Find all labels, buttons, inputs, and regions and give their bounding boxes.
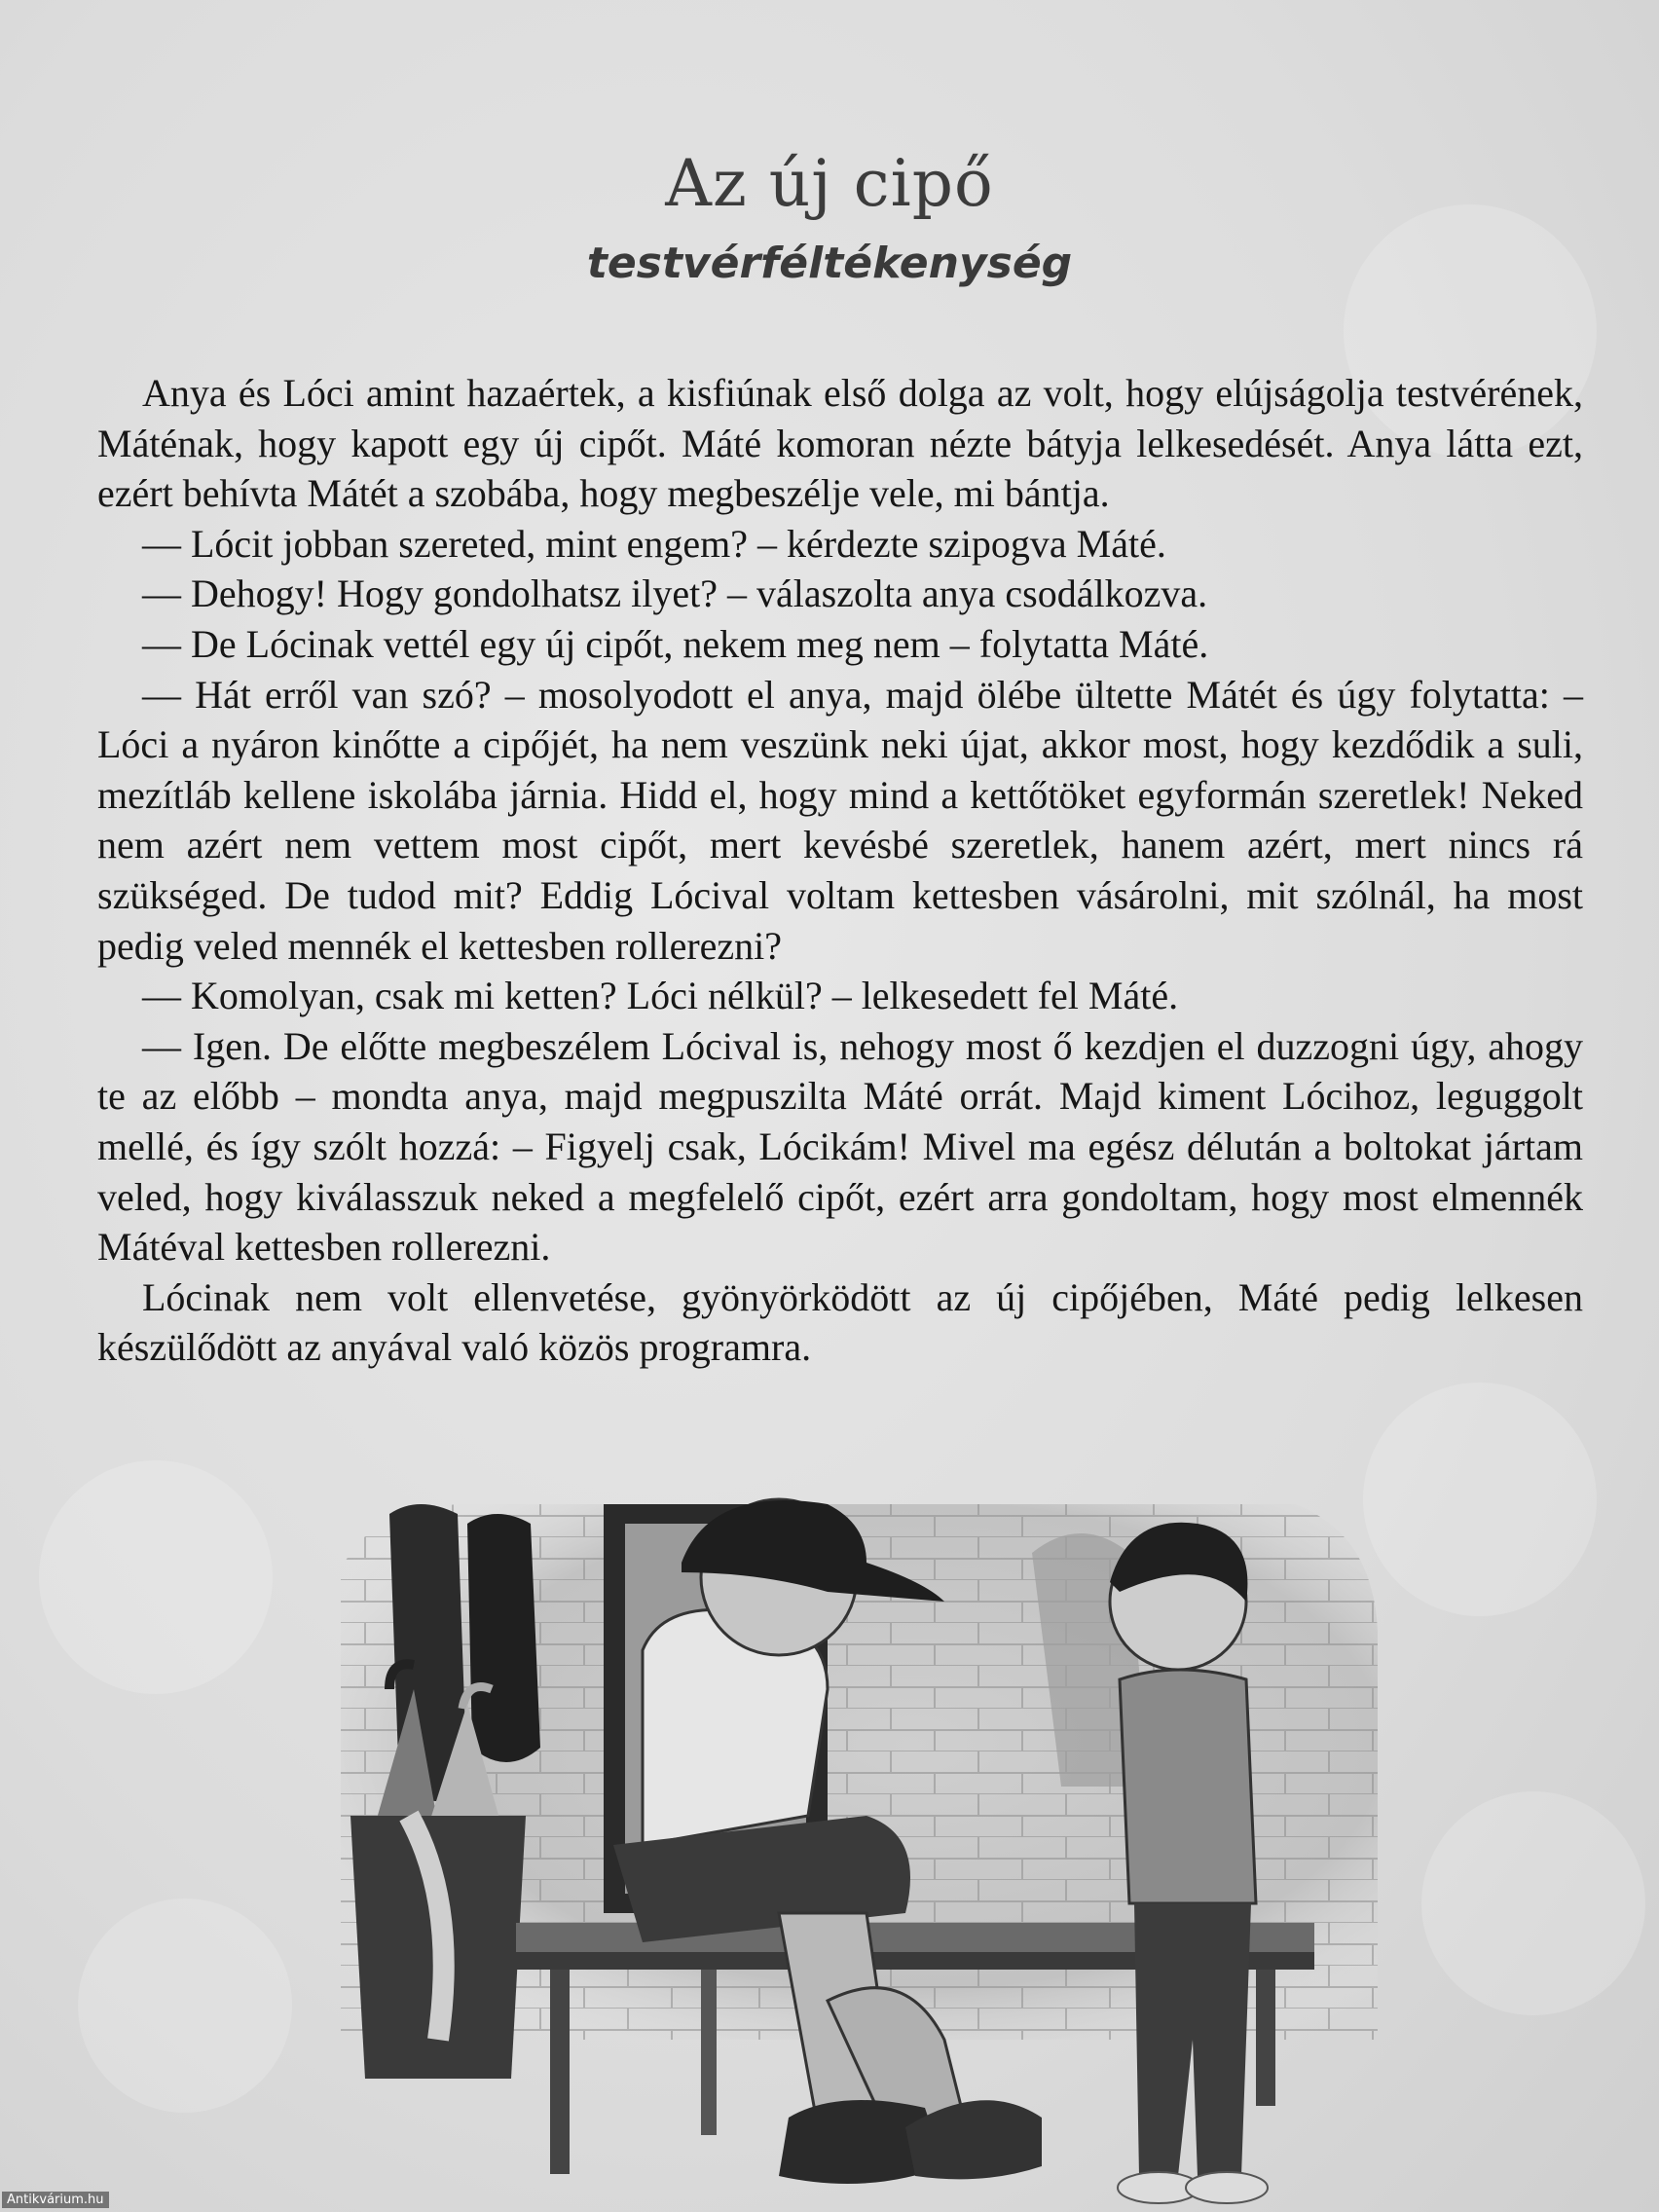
story-illustration [321, 1494, 1382, 2212]
bench-leg [1256, 1970, 1275, 2106]
small-boy-shirt [1120, 1670, 1256, 1903]
dialogue-line: — Lócit jobban szereted, mint engem? – kérdezte szipogva Máté. [142, 521, 1166, 566]
decorative-circle [1363, 1382, 1597, 1616]
small-boy-pants [1134, 1903, 1251, 2176]
coat [467, 1514, 540, 1762]
page-title: Az új cipő [665, 146, 994, 221]
paragraph: Anya és Lóci amint hazaértek, a kisfiúnak első dolga az volt, hogy elújságolja testvérének, Máténak, hogy kapott egy új cipőt. Máté komoran nézte bátyja lelkesedését. Anya látta ezt, ezért behívta Mátét a szobába, hogy megbeszélje vele, mi bántja. [97, 371, 1583, 516]
decorative-circle [78, 1899, 292, 2113]
dialogue-line: — De Lócinak vettél egy új cipőt, nekem meg nem – folytatta Máté. [142, 621, 1209, 666]
paragraph: Lócinak nem volt ellenvetése, gyönyörködött az új cipőjében, Máté pedig lelkesen készülődött az anyával való közös programra. [97, 1274, 1583, 1370]
watermark: Antikvárium.hu [2, 2192, 109, 2208]
page-subtitle: testvérféltékenység [586, 239, 1073, 288]
slipper [1186, 2172, 1268, 2203]
dialogue-line: — Hát erről van szó? – mosolyodott el anya, majd ölébe ültette Mátét és úgy folytatta: – Lóci a nyáron kinőtte a cipőjét, ha nem veszünk neki újat, akkor most, hogy kezdődik a suli, mezítláb kellene iskolába járnia. Hidd el, hogy mind a kettőtöket egyformán szeretlek! Neked nem azért nem vettem most cipőt, mert kevésbé szeretlek, hanem azért, mert nincs rá szükséged. De tudod mit? Eddig Lócival voltam kettesben vásárolni, mit szólnál, ha most pedig veled mennék el kettesben rollerezni? [97, 672, 1583, 968]
bench-leg [550, 1970, 570, 2174]
dialogue-line: — Dehogy! Hogy gondolhatsz ilyet? – válaszolta anya csodálkozva. [142, 571, 1208, 616]
bench-leg [701, 1970, 717, 2135]
dialogue-line: — Komolyan, csak mi ketten? Lóci nélkül? – lelkesedett fel Máté. [142, 974, 1179, 1018]
decorative-circle [1421, 1791, 1645, 2015]
decorative-circle [39, 1460, 273, 1694]
story-text [97, 368, 1583, 1373]
dialogue-line: — Igen. De előtte megbeszélem Lócival is, nehogy most ő kezdjen el duzzogni úgy, ahogy te az előbb – mondta anya, majd megpuszilta Máté orrát. Majd kiment Lócihoz, leguggolt mellé, és így szólt hozzá: – Figyelj csak, Lócikám! Mivel ma egész délután a boltokat jártam veled, hogy kiválasszuk neked a megfelelő cipőt, ezért arra gondoltam, hogy most elmennék Mátéval kettesben rollerezni. [97, 1023, 1583, 1270]
